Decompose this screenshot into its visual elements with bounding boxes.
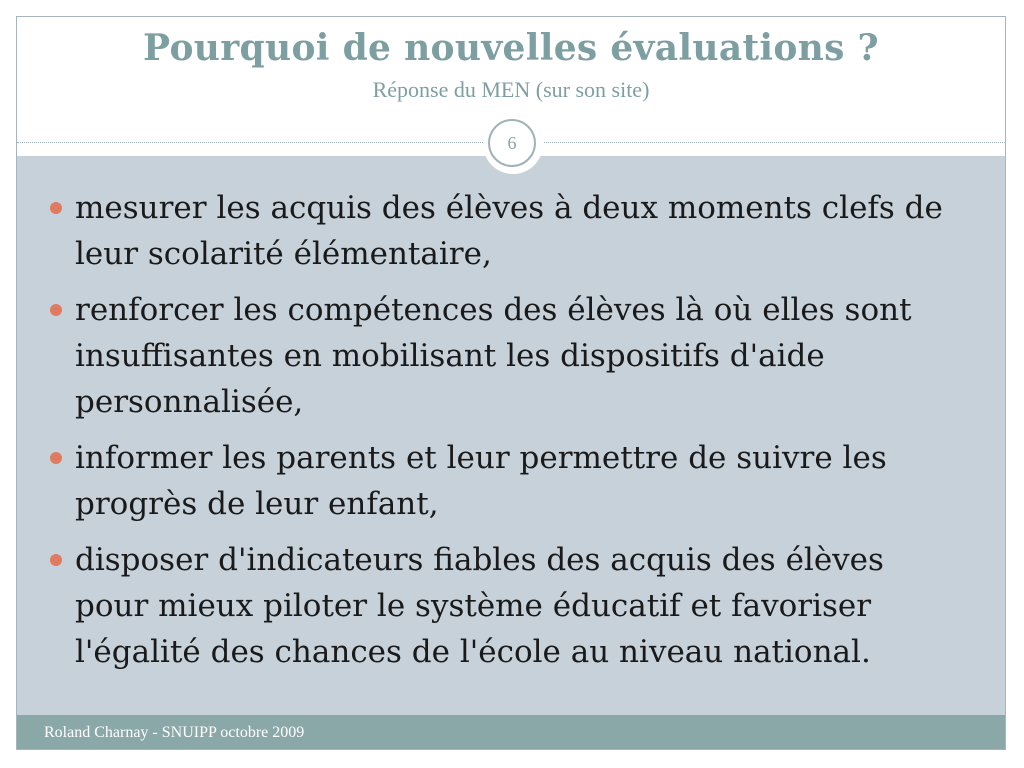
bullet-text: mesurer les acquis des élèves à deux moments clefs de leur scolarité élémentaire, bbox=[75, 190, 943, 272]
slide bbox=[16, 16, 1006, 750]
bullet-dot-icon bbox=[50, 304, 62, 316]
slide-footer bbox=[17, 715, 1005, 750]
bullet-text: renforcer les compétences des élèves là où elles sont insuffisantes en mobilisant les dispositifs d'aide personnalisée, bbox=[75, 292, 912, 420]
bullet-text: informer les parents et leur permettre de suivre les progrès de leur enfant, bbox=[75, 440, 887, 522]
bullet-list bbox=[47, 185, 967, 685]
footer-text: Roland Charnay - SNUIPP octobre 2009 bbox=[44, 724, 305, 741]
bullet-item bbox=[47, 185, 967, 277]
slide-subtitle: Réponse du MEN (sur son site) bbox=[372, 77, 650, 102]
bullet-dot-icon bbox=[50, 554, 62, 566]
slide-title: Pourquoi de nouvelles évaluations ? bbox=[143, 27, 879, 69]
bullet-dot-icon bbox=[50, 452, 62, 464]
slide-number-badge: 6 bbox=[488, 119, 536, 167]
bullet-item bbox=[47, 435, 967, 527]
bullet-item bbox=[47, 287, 967, 425]
bullet-item bbox=[47, 537, 967, 675]
bullet-text: disposer d'indicateurs fiables des acquis des élèves pour mieux piloter le système éducatif et favoriser l'égalité des chances de l'école au niveau national. bbox=[75, 542, 884, 670]
bullet-dot-icon bbox=[50, 202, 62, 214]
